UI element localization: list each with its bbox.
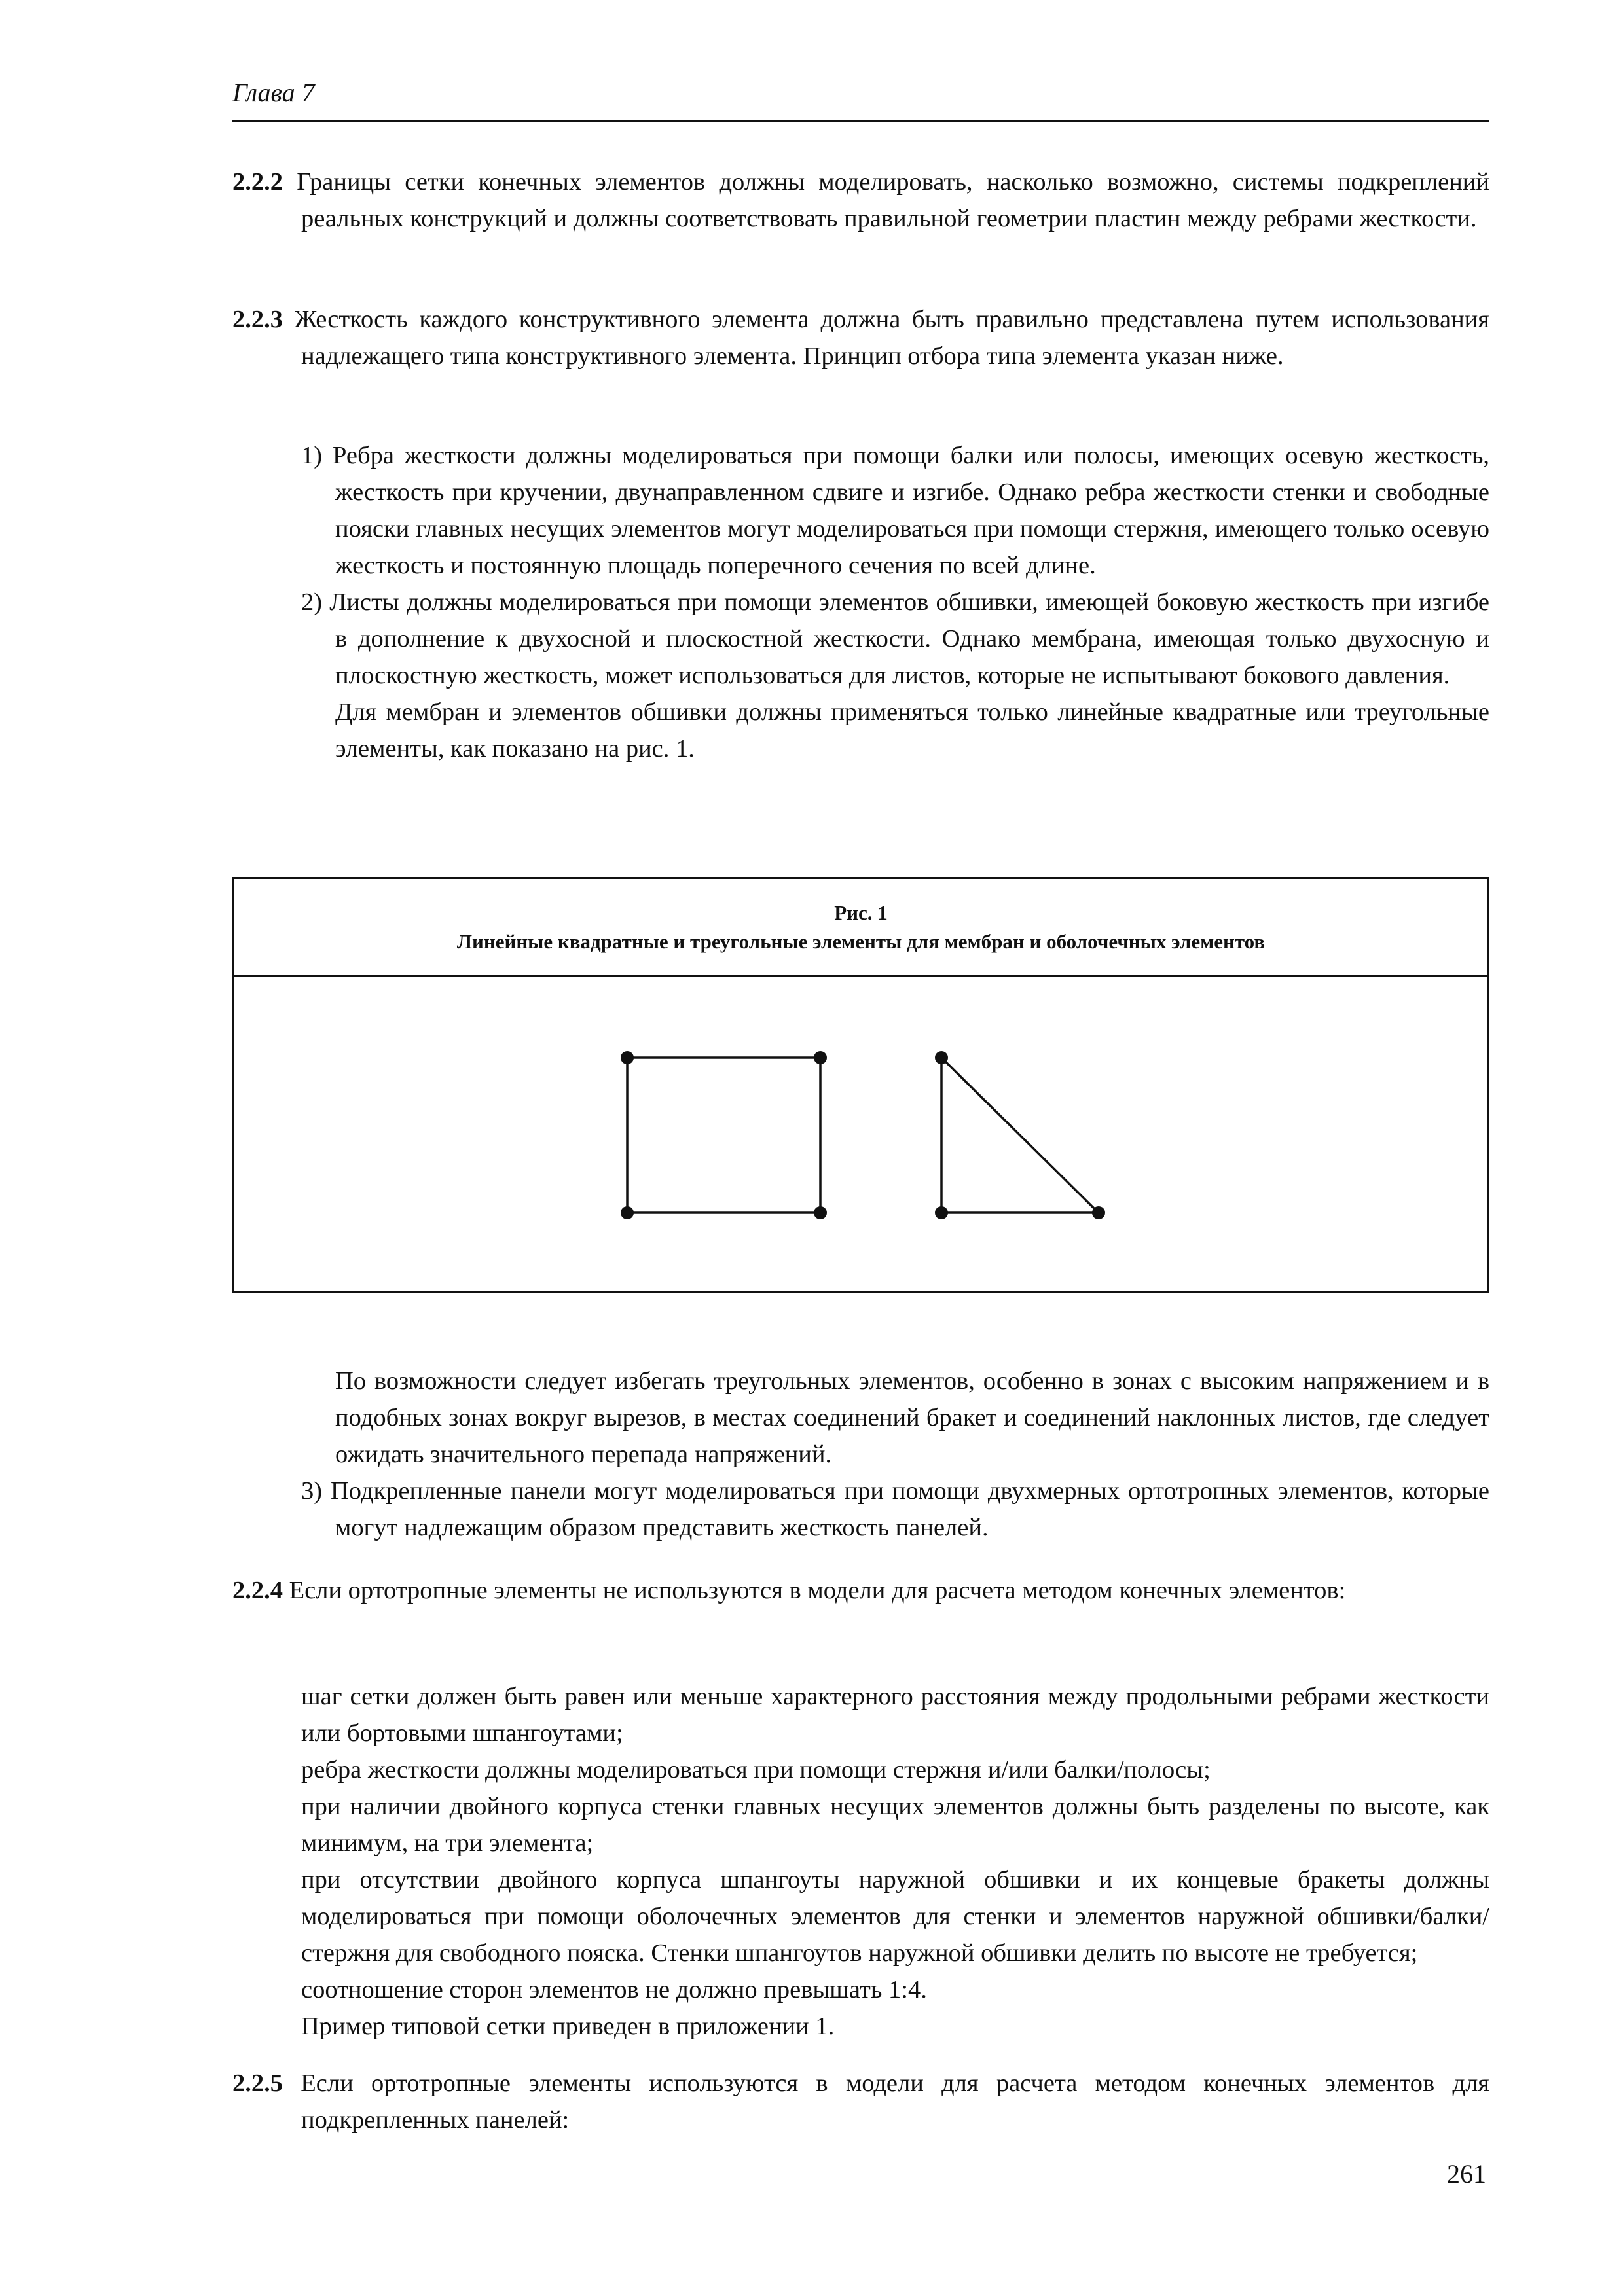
figure-drawing [234,979,1487,1289]
list-item: 2) Листы должны моделироваться при помощи элементов обшивки, имеющей боковую жесткость при изгибе в дополнение к двухосной и плоскостной жесткости. Однако мембрана, имеющая только двухосную и плоскостную жесткость, может использоваться для листов, которые не испытывают бокового давления. [301,588,1489,689]
node-dot [935,1051,948,1064]
page-number: 261 [1447,2159,1486,2189]
figure-title: Линейные квадратные и треугольные элементы для мембран и оболочечных элементов [456,930,1266,953]
triangle-element [941,1058,1099,1213]
list-line: при отсутствии двойного корпуса шпангоуты наружной обшивки и их концевые бракеты должны моделироваться при помощи оболочечных элементов для стенки и элементов наружной обшивки/балки/стержня для свободного пояска. Стенки шпангоутов наружной обшивки делить по высоте не требуется; [301,1866,1489,1967]
clause-2-2-3 [232,301,1489,374]
node-dot [621,1206,634,1219]
list-line: Пример типовой сетки приведен в приложении 1. [301,2013,835,2040]
clause-text: Если ортотропные элементы не используются в модели для расчета методом конечных элементов: [289,1577,1346,1604]
figure-caption [234,879,1487,977]
clause-2-2-3-list-continued [301,1363,1489,1546]
list-item-continuation: Для мембран и элементов обшивки должны применяться только линейные квадратные или треугольные элементы, как показано на рис. 1. [335,698,1489,762]
list-line: шаг сетки должен быть равен или меньше характерного расстояния между продольными ребрами жесткости или бортовыми шпангоутами; [301,1683,1489,1747]
running-header [232,77,1489,122]
square-element [627,1058,820,1213]
node-dot [1092,1206,1105,1219]
clause-text: Если ортотропные элементы используются в модели для расчета методом конечных элементов для подкрепленных панелей: [301,2070,1490,2134]
node-dot [814,1206,827,1219]
chapter-title: Глава 7 [232,78,315,107]
clause-2-2-4-list [301,1678,1489,2045]
clause-text: Границы сетки конечных элементов должны моделировать, насколько возможно, системы подкреплений реальных конструкций и должны соответствовать правильной геометрии пластин между ребрами жесткости. [297,168,1490,232]
list-item-continuation: По возможности следует избегать треугольных элементов, особенно в зонах с высоким напряжением и в подобных зонах вокруг вырезов, в местах соединений бракет и соединений наклонных листов, где следует ожидать значительного перепада напряжений. [335,1367,1489,1468]
clause-number: 2.2.2 [232,168,283,196]
clause-2-2-3-list [301,437,1489,767]
document-page [232,0,1489,2296]
node-dot [814,1051,827,1064]
clause-number: 2.2.4 [232,1577,283,1604]
node-dot [935,1206,948,1219]
node-dot [621,1051,634,1064]
figure-label: Рис. 1 [834,901,888,924]
list-line: соотношение сторон элементов не должно превышать 1:4. [301,1976,927,2003]
figure-1 [232,877,1489,1293]
clause-text: Жесткость каждого конструктивного элемента должна быть правильно представлена путем использования надлежащего типа конструктивного элемента. Принцип отбора типа элемента указан ниже. [294,306,1489,370]
clause-number: 2.2.3 [232,306,283,333]
clause-number: 2.2.5 [232,2070,283,2097]
list-line: ребра жесткости должны моделироваться при помощи стержня и/или балки/полосы; [301,1756,1211,1784]
list-item: 3) Подкрепленные панели могут моделироваться при помощи двухмерных ортотропных элементов, которые могут надлежащим образом представить жесткость панелей. [301,1477,1489,1541]
clause-2-2-4 [232,1572,1489,1609]
list-line: при наличии двойного корпуса стенки главных несущих элементов должны быть разделены по высоте, как минимум, на три элемента; [301,1793,1489,1857]
clause-2-2-2 [232,164,1489,237]
clause-2-2-5 [232,2065,1489,2138]
list-item: 1) Ребра жесткости должны моделироваться при помощи балки или полосы, имеющих осевую жесткость, жесткость при кручении, двунаправленном сдвиге и изгибе. Однако ребра жесткости стенки и свободные пояски главных несущих элементов могут моделироваться при помощи стержня, имеющего только осевую жесткость и постоянную площадь поперечного сечения по всей длине. [301,442,1489,579]
